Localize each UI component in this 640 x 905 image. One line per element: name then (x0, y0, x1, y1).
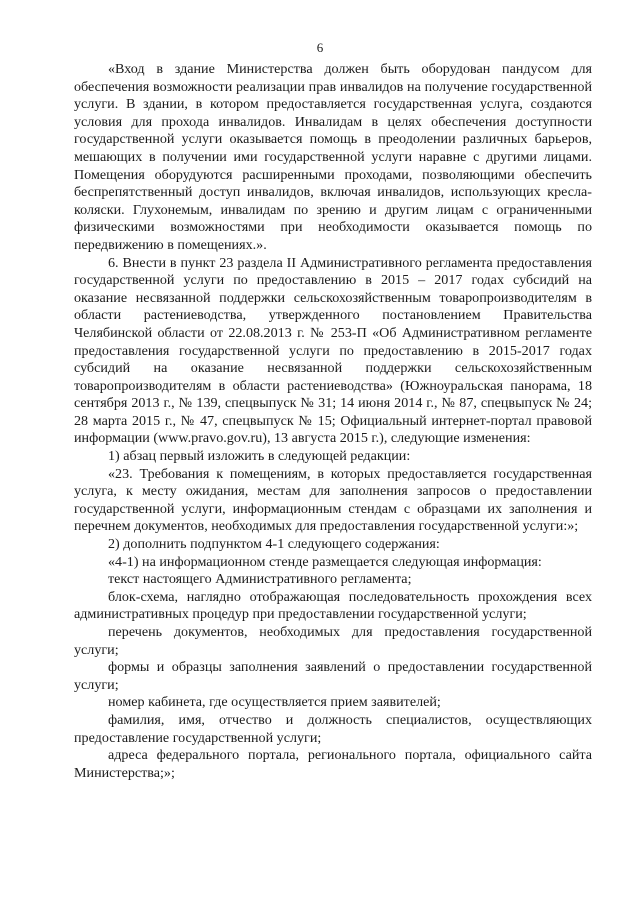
document-body (74, 61, 592, 782)
paragraph-subitem-1: 1) абзац первый изложить в следующей редакции: (108, 448, 411, 465)
paragraph-list-item: адреса федерального портала, регионального портала, официального сайта Министерства;»; (74, 747, 592, 781)
page-number: 6 (316, 40, 324, 55)
paragraph-list-item: блок-схема, наглядно отображающая последовательность прохождения всех административных процедур при предоставлении государственной услуги; (74, 588, 592, 623)
paragraph-item-6: 6. Внести в пункт 23 раздела II Административного регламента предоставления государственной услуги по предоставлению в 2015 – 2017 годах субсидий на оказание несвязанной поддержки сельскохозяйственным товаропроизводителям в области растениеводства, утвержденного постановлением Правительства Челябинской области от 22.08.2013 г. № 253-П «Об Административном регламенте предоставления государственной услуги по предоставлению в 2015-2017 годах субсидий на оказание несвязанной поддержки сельскохозяйственным товаропроизводителям в области растениеводства» (Южноуральская панорама, 18 сентября 2013 г., № 139, спецвыпуск № 31; 14 июня 2014 г., № 87, спецвыпуск № 24; 28 марта 2015 г., № 47, спецвыпуск № 15; Официальный интернет-портал правовой информации (www.pravo.gov.ru), 13 августа 2015 г.), следующие изменения: (74, 254, 592, 447)
paragraph-entrance-requirements: «Вход в здание Министерства должен быть оборудован пандусом для обеспечения возможности реализации прав инвалидов на получение государственной услуги. В здании, в котором предоставляется государственная услуга, создаются условия для прохода инвалидов. Инвалидам в целях обеспечения доступности государственной услуги оказывается помощь в преодолении различных барьеров, мешающих в получении ими государственной услуги наравне с другими лицами. Помещения оборудуются расширенными проходами, позволяющими обеспечить беспрепятственный доступ инвалидов, включая инвалидов, использующих кресла-коляски. Глухонемым, инвалидам по зрению и другим лицам с ограниченными физическими возможностями при необходимости оказывается помощь по передвижению в помещениях.». (74, 61, 592, 253)
paragraph-list-item: текст настоящего Административного регламента; (108, 571, 412, 588)
paragraph-point-23: «23. Требования к помещениям, в которых предоставляется государственная услуга, к месту ожидания, местам для заполнения запросов о предоставлении государственной услуги, информационным стендам с образцами их заполнения и перечнем документов, необходимых для предоставления государственной услуги:»; (74, 465, 592, 535)
paragraph-subitem-4-1: «4-1) на информационном стенде размещается следующая информация: (108, 553, 542, 570)
paragraph-subitem-2: 2) дополнить подпунктом 4-1 следующего содержания: (108, 536, 440, 553)
paragraph-list-item: фамилия, имя, отчество и должность специалистов, осуществляющих предоставление государственной услуги; (74, 711, 592, 746)
paragraph-list-item: перечень документов, необходимых для предоставления государственной услуги; (74, 624, 592, 658)
paragraph-list-item: формы и образцы заполнения заявлений о предоставлении государственной услуги; (74, 659, 592, 693)
paragraph-list-item: номер кабинета, где осуществляется прием заявителей; (108, 694, 441, 711)
